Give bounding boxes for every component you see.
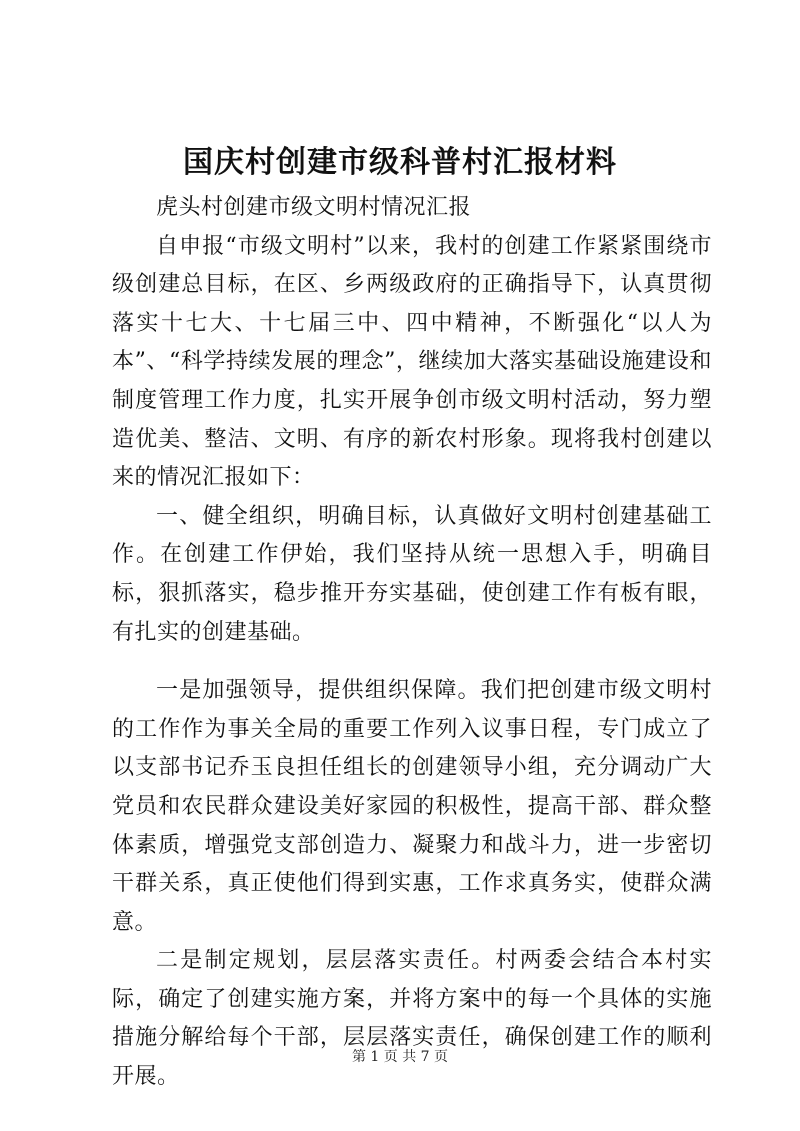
paragraph-section-one: 一、健全组织，明确目标，认真做好文明村创建基础工作。在创建工作伊始，我们坚持从统一思想入手，明确目标，狠抓落实，稳步推开夯实基础，使创建工作有板有眼，有扎实的创建基础。 bbox=[112, 503, 712, 645]
document-body bbox=[112, 189, 712, 1097]
paragraph-leadership: 一是加强领导，提供组织保障。我们把创建市级文明村的工作作为事关全局的重要工作列入议事日程，专门成立了以支部书记乔玉良担任组长的创建领导小组，充分调动广大党员和农民群众建设美好家园的积极性，提高干部、群众整体素质，增强党支部创造力、凝聚力和战斗力，进一步密切干群关系，真正使他们得到实惠，工作求真务实，使群众满意。 bbox=[112, 678, 712, 935]
paragraph-subtitle: 虎头村创建市级文明村情况汇报 bbox=[156, 195, 472, 220]
page-footer: 第 1 页 共 7 页 bbox=[351, 1049, 449, 1065]
paragraph-intro: 自申报“市级文明村”以来，我村的创建工作紧紧围绕市级创建总目标，在区、乡两级政府的正确指导下，认真贯彻落实十七大、十七届三中、四中精神，不断强化“以人为本”、“科学持续发展的理念”，继续加大落实基础设施建设和制度管理工作力度，扎实开展争创市级文明村活动，努力塑造优美、整洁、文明、有序的新农村形象。现将我村创建以来的情况汇报如下： bbox=[112, 233, 712, 491]
document-title: 国庆村创建市级科普村汇报材料 bbox=[183, 145, 617, 180]
paragraph-planning: 二是制定规划，层层落实责任。村两委会结合本村实际，确定了创建实施方案，并将方案中的每一个具体的实施措施分解给每个干部，层层落实责任，确保创建工作的顺利开展。 bbox=[112, 948, 712, 1090]
